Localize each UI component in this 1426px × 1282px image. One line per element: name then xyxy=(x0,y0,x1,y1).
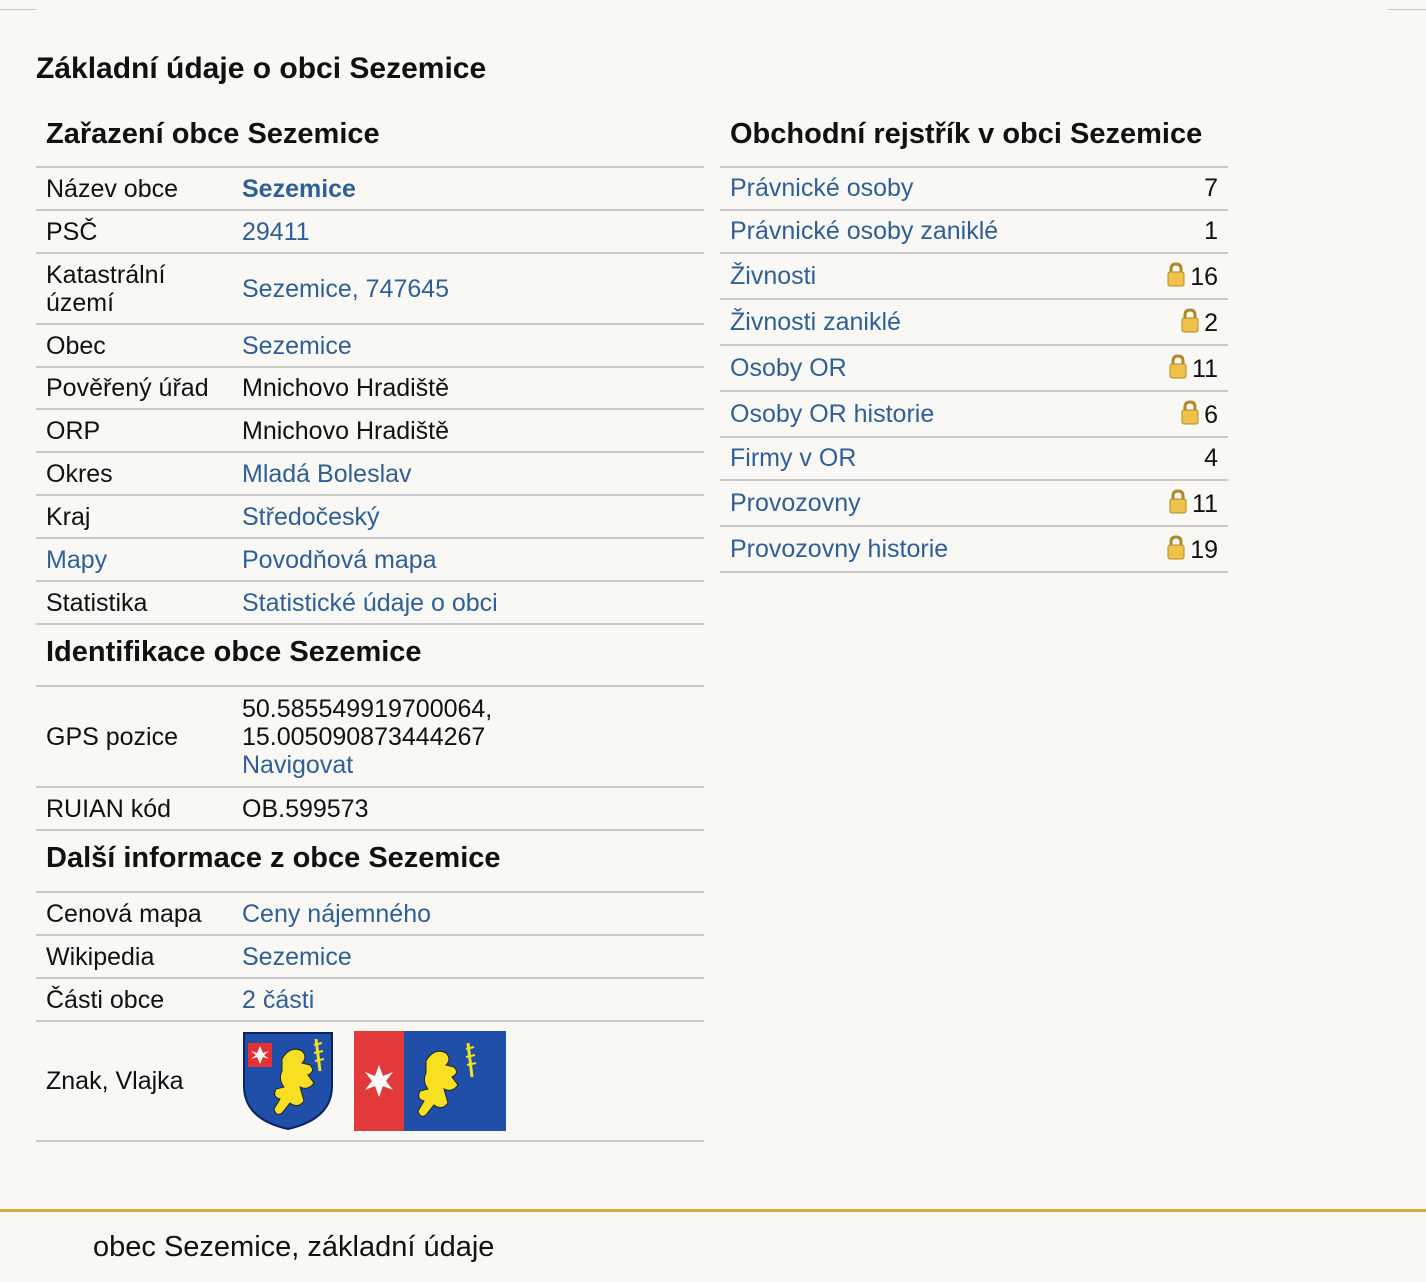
count: 2 xyxy=(1204,308,1218,337)
trades-link[interactable]: Živnosti xyxy=(730,261,817,290)
gps-label: GPS pozice xyxy=(36,687,232,787)
top-divider-left xyxy=(0,9,36,10)
lock-icon xyxy=(1168,353,1188,379)
table-row xyxy=(36,452,704,495)
row-label: Název obce xyxy=(36,168,232,210)
row-label: Wikipedia xyxy=(36,935,232,978)
defunct-trades-link[interactable]: Živnosti zaniklé xyxy=(730,307,901,336)
row-label: Části obce xyxy=(36,978,232,1021)
companies-or-link[interactable]: Firmy v OR xyxy=(730,444,857,472)
flag-image[interactable] xyxy=(354,1031,506,1131)
count: 11 xyxy=(1192,489,1218,518)
table-row xyxy=(720,299,1228,345)
table-row xyxy=(36,787,704,830)
row-label: Obec xyxy=(36,324,232,367)
emblems xyxy=(242,1031,694,1131)
row-label: Katastrální území xyxy=(36,253,232,324)
row-value: Mnichovo Hradiště xyxy=(232,409,704,452)
row-label: Okres xyxy=(36,452,232,495)
count: 1 xyxy=(1127,210,1228,253)
maps-link[interactable]: Mapy xyxy=(46,545,108,574)
row-label: Pověřený úřad xyxy=(36,367,232,409)
table-row xyxy=(720,480,1228,526)
more-info-title: Další informace z obce Sezemice xyxy=(36,831,704,893)
ruian-value: OB.599573 xyxy=(232,787,704,830)
table-row xyxy=(720,526,1228,572)
flood-map-link[interactable]: Povodňová mapa xyxy=(242,545,437,574)
region-link[interactable]: Středočeský xyxy=(242,502,380,531)
table-row xyxy=(36,978,704,1021)
row-label: Statistika xyxy=(36,581,232,624)
table-row xyxy=(36,409,704,452)
municipality-link[interactable]: Sezemice xyxy=(242,331,352,360)
parts-link[interactable]: 2 části xyxy=(242,985,315,1014)
lock-icon xyxy=(1166,261,1186,287)
statistics-link[interactable]: Statistické údaje o obci xyxy=(242,588,498,617)
table-row xyxy=(36,581,704,624)
gps-longitude: 15.005090873444267 xyxy=(242,722,486,751)
footer-text: obec Sezemice, základní údaje xyxy=(93,1231,495,1263)
identification-title: Identifikace obce Sezemice xyxy=(36,625,704,687)
page-title: Základní údaje o obci Sezemice xyxy=(36,52,487,85)
more-info-table xyxy=(36,893,704,1142)
table-row xyxy=(36,168,704,210)
business-register-title: Obchodní rejstřík v obci Sezemice xyxy=(720,112,1228,168)
table-row xyxy=(36,253,704,324)
postal-code-link[interactable]: 29411 xyxy=(242,217,310,246)
district-link[interactable]: Mladá Boleslav xyxy=(242,459,412,488)
table-row xyxy=(720,210,1228,253)
establishments-link[interactable]: Provozovny xyxy=(730,488,861,517)
table-row xyxy=(720,391,1228,437)
table-row xyxy=(36,935,704,978)
row-label: PSČ xyxy=(36,210,232,253)
row-value: Mnichovo Hradiště xyxy=(232,367,704,409)
municipality-name-link[interactable]: Sezemice xyxy=(242,174,356,203)
rent-prices-link[interactable]: Ceny nájemného xyxy=(242,899,432,928)
count: 4 xyxy=(1127,437,1228,480)
defunct-legal-entities-link[interactable]: Právnické osoby zaniklé xyxy=(730,217,999,245)
emblem-label: Znak, Vlajka xyxy=(36,1021,232,1141)
count: 6 xyxy=(1204,400,1218,429)
table-row xyxy=(36,210,704,253)
lock-icon xyxy=(1180,307,1200,333)
count: 19 xyxy=(1190,535,1218,564)
count: 7 xyxy=(1127,168,1228,210)
left-column xyxy=(36,112,704,1142)
table-row xyxy=(36,1021,704,1141)
table-row xyxy=(720,345,1228,391)
right-column xyxy=(720,112,1228,573)
table-row xyxy=(36,687,704,787)
table-row xyxy=(720,168,1228,210)
navigate-link[interactable]: Navigovat xyxy=(242,750,354,779)
table-row xyxy=(36,367,704,409)
table-row xyxy=(36,538,704,581)
count: 16 xyxy=(1190,262,1218,291)
table-row xyxy=(720,437,1228,480)
ruian-label: RUIAN kód xyxy=(36,787,232,830)
lock-icon xyxy=(1180,399,1200,425)
top-divider-right xyxy=(1388,9,1426,10)
cadastral-area-link[interactable]: Sezemice, 747645 xyxy=(242,274,450,303)
table-row xyxy=(36,495,704,538)
table-row xyxy=(36,893,704,935)
lock-icon xyxy=(1166,534,1186,560)
footer-divider xyxy=(0,1209,1426,1212)
gps-latitude: 50.585549919700064, xyxy=(242,694,493,723)
row-label: Cenová mapa xyxy=(36,893,232,935)
establishments-history-link[interactable]: Provozovny historie xyxy=(730,534,949,563)
classification-title: Zařazení obce Sezemice xyxy=(36,112,704,168)
wikipedia-link[interactable]: Sezemice xyxy=(242,942,352,971)
business-register-table xyxy=(720,168,1228,573)
row-label: ORP xyxy=(36,409,232,452)
legal-entities-link[interactable]: Právnické osoby xyxy=(730,174,914,202)
classification-table xyxy=(36,168,704,625)
identification-table xyxy=(36,687,704,831)
coat-of-arms-image[interactable] xyxy=(242,1031,334,1131)
persons-or-link[interactable]: Osoby OR xyxy=(730,353,847,382)
count: 11 xyxy=(1192,354,1218,383)
table-row xyxy=(36,324,704,367)
table-row xyxy=(720,253,1228,299)
row-label: Kraj xyxy=(36,495,232,538)
persons-or-history-link[interactable]: Osoby OR historie xyxy=(730,399,935,428)
lock-icon xyxy=(1168,488,1188,514)
